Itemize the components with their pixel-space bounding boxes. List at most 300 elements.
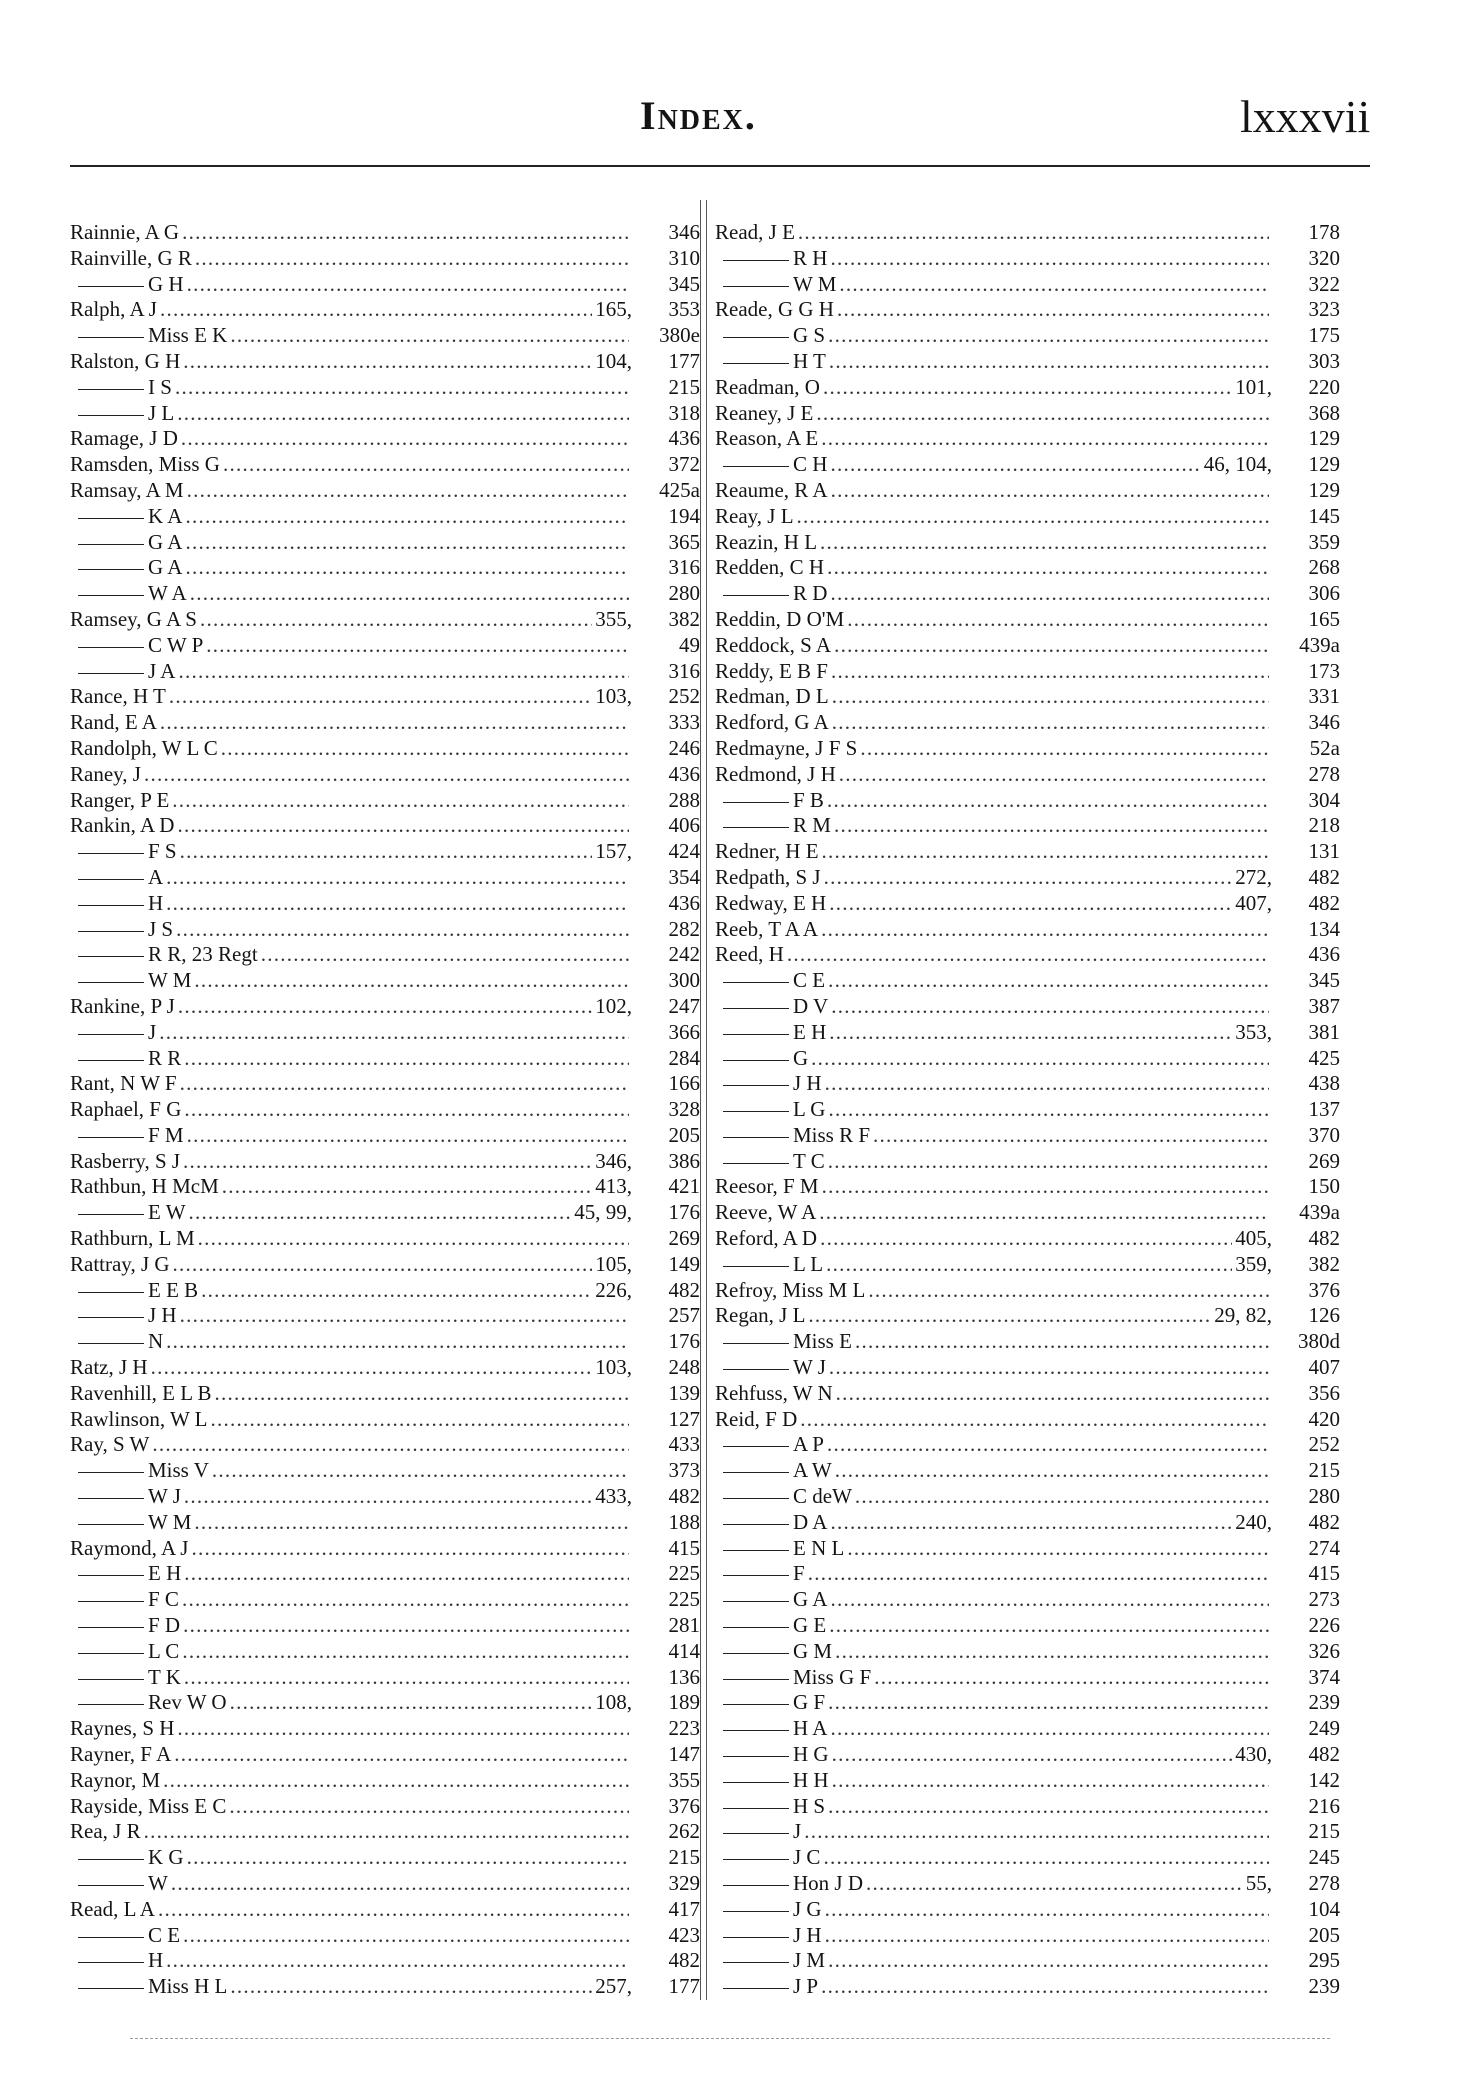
leader-dots bbox=[825, 1897, 1269, 1923]
entry-name: C E bbox=[715, 968, 825, 994]
index-entry bbox=[715, 736, 1340, 762]
entry-page: 188 bbox=[668, 1509, 700, 1534]
leader-dots bbox=[171, 1871, 629, 1897]
leader-dots bbox=[826, 1252, 1232, 1278]
index-entry bbox=[715, 762, 1340, 788]
entry-name: G H bbox=[70, 272, 184, 298]
entry-name: Rayside, Miss E C bbox=[70, 1793, 227, 1818]
leader-dots bbox=[166, 891, 629, 917]
entry-name: Reay, J L bbox=[715, 503, 794, 528]
entry-name: Miss R F bbox=[715, 1123, 870, 1149]
entry-page: 425a bbox=[659, 477, 700, 502]
leader-dots bbox=[189, 1200, 572, 1226]
index-entry bbox=[715, 994, 1340, 1020]
left-column bbox=[70, 220, 700, 2000]
index-entry bbox=[70, 1097, 700, 1123]
entry-page: 320 bbox=[1308, 245, 1340, 270]
index-entry bbox=[70, 1484, 700, 1510]
index-entry bbox=[715, 349, 1340, 375]
entry-page: 49 bbox=[679, 632, 700, 657]
leader-dots bbox=[163, 1768, 629, 1794]
index-entry bbox=[715, 1974, 1340, 2000]
entry-name: Redman, D L bbox=[715, 684, 829, 709]
entry-extra-pages: 165, bbox=[595, 297, 632, 322]
entry-name: Reddock, S A bbox=[715, 632, 832, 657]
entry-page: 322 bbox=[1308, 271, 1340, 296]
entry-name: Redford, G A bbox=[715, 710, 829, 735]
entry-page: 129 bbox=[1308, 477, 1340, 502]
entry-extra-pages: 433, bbox=[595, 1484, 632, 1509]
index-entry bbox=[715, 710, 1340, 736]
entry-page: 225 bbox=[668, 1587, 700, 1612]
entry-name: E H bbox=[70, 1561, 181, 1587]
page-folio: lxxxvii bbox=[1240, 91, 1371, 142]
index-entry bbox=[715, 1432, 1340, 1458]
index-entry bbox=[70, 297, 700, 323]
entry-name: L L bbox=[715, 1252, 823, 1278]
header-rule bbox=[70, 165, 1370, 167]
leader-dots bbox=[182, 220, 629, 246]
leader-dots bbox=[823, 375, 1232, 401]
entry-name: A P bbox=[715, 1432, 824, 1458]
leader-dots bbox=[198, 1226, 629, 1252]
entry-page: 242 bbox=[668, 942, 700, 967]
index-entry bbox=[715, 1252, 1340, 1278]
index-entry bbox=[715, 942, 1340, 968]
entry-page: 246 bbox=[668, 735, 700, 760]
entry-page: 215 bbox=[1308, 1458, 1340, 1483]
leader-dots bbox=[821, 1974, 1269, 2000]
entry-name: Rant, N W F bbox=[70, 1071, 177, 1096]
entry-name: F S bbox=[70, 839, 177, 865]
entry-name: Reeve, W A bbox=[715, 1200, 817, 1225]
index-entry bbox=[715, 1174, 1340, 1200]
index-entry bbox=[70, 1174, 700, 1200]
entry-page: 248 bbox=[668, 1355, 700, 1380]
leader-dots bbox=[191, 1536, 629, 1562]
leader-dots bbox=[866, 1871, 1243, 1897]
entry-name: W M bbox=[70, 1510, 191, 1536]
leader-dots bbox=[174, 1742, 629, 1768]
leader-dots bbox=[839, 762, 1269, 788]
leader-dots bbox=[166, 1329, 629, 1355]
entry-name: J H bbox=[715, 1071, 822, 1097]
index-entry bbox=[70, 1794, 700, 1820]
index-entry bbox=[70, 478, 700, 504]
leader-dots bbox=[152, 1432, 629, 1458]
leader-dots bbox=[808, 1303, 1211, 1329]
index-entry bbox=[715, 1484, 1340, 1510]
index-entry bbox=[715, 1149, 1340, 1175]
index-entry bbox=[70, 1639, 700, 1665]
index-entry bbox=[715, 633, 1340, 659]
entry-name: Raymond, A J bbox=[70, 1535, 189, 1560]
leader-dots bbox=[829, 349, 1269, 375]
entry-name: Refroy, Miss M L bbox=[715, 1277, 866, 1302]
entry-name: Reesor, F M bbox=[715, 1174, 819, 1199]
entry-name: C E bbox=[70, 1923, 180, 1949]
leader-dots bbox=[230, 1690, 593, 1716]
leader-dots bbox=[184, 1097, 629, 1123]
leader-dots bbox=[868, 1278, 1269, 1304]
entry-page: 150 bbox=[1308, 1174, 1340, 1199]
entry-page: 225 bbox=[668, 1561, 700, 1586]
entry-name: Rasberry, S J bbox=[70, 1148, 181, 1173]
entry-page: 126 bbox=[1308, 1303, 1340, 1328]
leader-dots bbox=[185, 530, 629, 556]
index-entry bbox=[715, 1871, 1340, 1897]
index-entry bbox=[70, 1897, 700, 1923]
entry-name: Rawlinson, W L bbox=[70, 1406, 208, 1431]
index-entry bbox=[715, 1948, 1340, 1974]
footer-rule bbox=[130, 2038, 1330, 2039]
entry-extra-pages: 103, bbox=[595, 1355, 632, 1380]
entry-page: 438 bbox=[1308, 1071, 1340, 1096]
entry-extra-pages: 407, bbox=[1235, 890, 1272, 915]
leader-dots bbox=[822, 1174, 1269, 1200]
leader-dots bbox=[183, 1149, 592, 1175]
index-entry bbox=[70, 839, 700, 865]
entry-page: 215 bbox=[668, 374, 700, 399]
leader-dots bbox=[820, 1226, 1232, 1252]
index-entry bbox=[715, 1407, 1340, 1433]
entry-name: Reaume, R A bbox=[715, 477, 828, 502]
entry-name: E W bbox=[70, 1200, 186, 1226]
index-entry bbox=[715, 1536, 1340, 1562]
index-entry bbox=[715, 1071, 1340, 1097]
index-entry bbox=[715, 530, 1340, 556]
leader-dots bbox=[222, 1174, 593, 1200]
index-entry bbox=[715, 581, 1340, 607]
leader-dots bbox=[180, 839, 593, 865]
entry-name: J P bbox=[715, 1974, 818, 2000]
leader-dots bbox=[824, 865, 1233, 891]
entry-name: K A bbox=[70, 504, 182, 530]
leader-dots bbox=[808, 1561, 1269, 1587]
entry-name: H A bbox=[715, 1716, 827, 1742]
entry-page: 415 bbox=[668, 1535, 700, 1560]
entry-name: W J bbox=[715, 1355, 826, 1381]
index-entry bbox=[715, 1561, 1340, 1587]
leader-dots bbox=[835, 1458, 1269, 1484]
index-entry bbox=[70, 1561, 700, 1587]
leader-dots bbox=[825, 1071, 1269, 1097]
entry-name: J H bbox=[70, 1303, 177, 1329]
entry-name: Reeb, T A A bbox=[715, 916, 819, 941]
entry-extra-pages: 257, bbox=[595, 1974, 632, 1999]
entry-name: Raynes, S H bbox=[70, 1716, 175, 1741]
index-entry bbox=[70, 1329, 700, 1355]
index-entry bbox=[70, 1974, 700, 2000]
entry-name: J M bbox=[715, 1948, 825, 1974]
entry-page: 218 bbox=[1308, 813, 1340, 838]
entry-name: R R bbox=[70, 1046, 181, 1072]
leader-dots bbox=[159, 1020, 629, 1046]
entry-extra-pages: 353, bbox=[1235, 1019, 1272, 1044]
entry-name: Reed, H bbox=[715, 942, 784, 967]
entry-name: Redner, H E bbox=[715, 839, 819, 864]
leader-dots bbox=[185, 555, 629, 581]
entry-name: Miss E bbox=[715, 1329, 852, 1355]
entry-extra-pages: 355, bbox=[595, 606, 632, 631]
entry-name: Reford, A D bbox=[715, 1226, 818, 1251]
index-entry bbox=[715, 452, 1340, 478]
index-entry bbox=[715, 1639, 1340, 1665]
leader-dots bbox=[836, 1381, 1269, 1407]
entry-page: 177 bbox=[668, 348, 700, 373]
entry-page: 149 bbox=[668, 1251, 700, 1276]
entry-name: J bbox=[715, 1819, 801, 1845]
entry-page: 353 bbox=[668, 297, 700, 322]
entry-page: 137 bbox=[1308, 1097, 1340, 1122]
leader-dots bbox=[830, 1587, 1269, 1613]
entry-extra-pages: 104, bbox=[595, 348, 632, 373]
index-entry bbox=[715, 1200, 1340, 1226]
entry-page: 300 bbox=[668, 968, 700, 993]
leader-dots bbox=[175, 375, 629, 401]
entry-page: 345 bbox=[1308, 968, 1340, 993]
entry-page: 425 bbox=[1308, 1045, 1340, 1070]
index-entry bbox=[715, 1613, 1340, 1639]
entry-page: 355 bbox=[668, 1767, 700, 1792]
entry-name: Rankin, A D bbox=[70, 813, 175, 838]
index-entry bbox=[715, 1510, 1340, 1536]
entry-page: 331 bbox=[1308, 684, 1340, 709]
index-entry bbox=[70, 607, 700, 633]
entry-page: 439a bbox=[1299, 632, 1340, 657]
leader-dots bbox=[819, 1200, 1269, 1226]
leader-dots bbox=[221, 736, 629, 762]
entry-page: 372 bbox=[668, 452, 700, 477]
entry-name: Redmond, J H bbox=[715, 761, 836, 786]
entry-extra-pages: 46, 104, bbox=[1203, 452, 1272, 477]
entry-name: Randolph, W L C bbox=[70, 735, 218, 760]
leader-dots bbox=[194, 1510, 629, 1536]
entry-name: Ramsden, Miss G bbox=[70, 452, 220, 477]
index-entry bbox=[715, 401, 1340, 427]
entry-page: 323 bbox=[1308, 297, 1340, 322]
index-entry bbox=[70, 891, 700, 917]
entry-extra-pages: 29, 82, bbox=[1214, 1303, 1272, 1328]
entry-page: 436 bbox=[668, 761, 700, 786]
entry-page: 280 bbox=[668, 581, 700, 606]
entry-page: 482 bbox=[1308, 1742, 1340, 1767]
entry-name: Rathbun, H McM bbox=[70, 1174, 219, 1199]
entry-name: Redden, C H bbox=[715, 555, 825, 580]
entry-name: Ranger, P E bbox=[70, 787, 170, 812]
index-entry bbox=[70, 504, 700, 530]
index-entry bbox=[715, 246, 1340, 272]
entry-name: A bbox=[70, 865, 163, 891]
index-entry bbox=[715, 607, 1340, 633]
index-entry bbox=[715, 1020, 1340, 1046]
leader-dots bbox=[201, 1278, 592, 1304]
entry-name: F M bbox=[70, 1123, 184, 1149]
entry-page: 278 bbox=[1308, 761, 1340, 786]
entry-name: W M bbox=[715, 272, 836, 298]
index-entry bbox=[70, 272, 700, 298]
entry-name: Regan, J L bbox=[715, 1303, 806, 1328]
leader-dots bbox=[860, 736, 1269, 762]
entry-name: G A bbox=[70, 555, 182, 581]
index-entry bbox=[715, 917, 1340, 943]
leader-dots bbox=[831, 478, 1269, 504]
index-entry bbox=[715, 220, 1340, 246]
entry-page: 436 bbox=[668, 890, 700, 915]
entry-page: 303 bbox=[1308, 348, 1340, 373]
entry-page: 269 bbox=[668, 1226, 700, 1251]
leader-dots bbox=[180, 1071, 629, 1097]
index-entry bbox=[70, 659, 700, 685]
index-entry bbox=[70, 1536, 700, 1562]
entry-name: T C bbox=[715, 1149, 825, 1175]
entry-page: 421 bbox=[668, 1174, 700, 1199]
entry-page: 226 bbox=[1308, 1613, 1340, 1638]
leader-dots bbox=[144, 762, 629, 788]
entry-page: 205 bbox=[668, 1122, 700, 1147]
entry-page: 127 bbox=[668, 1406, 700, 1431]
entry-name: H S bbox=[715, 1794, 825, 1820]
entry-name: Reade, G G H bbox=[715, 297, 834, 322]
entry-extra-pages: 55, bbox=[1245, 1871, 1272, 1895]
index-entry bbox=[70, 1149, 700, 1175]
entry-page: 380d bbox=[1298, 1329, 1340, 1354]
entry-page: 482 bbox=[668, 1948, 700, 1973]
entry-page: 273 bbox=[1308, 1587, 1340, 1612]
entry-page: 420 bbox=[1308, 1406, 1340, 1431]
leader-dots bbox=[829, 1020, 1232, 1046]
leader-dots bbox=[187, 478, 629, 504]
entry-page: 482 bbox=[668, 1484, 700, 1509]
leader-dots bbox=[169, 684, 592, 710]
entry-name: Miss G F bbox=[715, 1665, 871, 1691]
entry-extra-pages: 157, bbox=[595, 839, 632, 864]
entry-page: 281 bbox=[668, 1613, 700, 1638]
leader-dots bbox=[829, 1355, 1269, 1381]
index-entry bbox=[70, 1923, 700, 1949]
leader-dots bbox=[183, 1923, 629, 1949]
leader-dots bbox=[212, 1458, 629, 1484]
entry-page: 220 bbox=[1308, 374, 1340, 399]
leader-dots bbox=[184, 1561, 629, 1587]
leader-dots bbox=[151, 1355, 593, 1381]
entry-page: 482 bbox=[1308, 864, 1340, 889]
entry-name: Rev W O bbox=[70, 1690, 227, 1716]
leader-dots bbox=[182, 1587, 629, 1613]
entry-page: 306 bbox=[1308, 581, 1340, 606]
entry-page: 147 bbox=[668, 1742, 700, 1767]
leader-dots bbox=[177, 813, 629, 839]
leader-dots bbox=[828, 1948, 1269, 1974]
entry-name: Rathburn, L M bbox=[70, 1226, 195, 1251]
leader-dots bbox=[831, 994, 1269, 1020]
index-entry bbox=[715, 839, 1340, 865]
entry-page: 239 bbox=[1308, 1974, 1340, 1999]
entry-page: 318 bbox=[668, 400, 700, 425]
entry-page: 139 bbox=[668, 1380, 700, 1405]
entry-page: 310 bbox=[668, 245, 700, 270]
entry-name: Raphael, F G bbox=[70, 1097, 182, 1122]
entry-extra-pages: 272, bbox=[1235, 864, 1272, 889]
entry-extra-pages: 101, bbox=[1235, 374, 1272, 399]
leader-dots bbox=[172, 788, 629, 814]
index-entry bbox=[70, 1613, 700, 1639]
leader-dots bbox=[830, 452, 1200, 478]
entry-name: D V bbox=[715, 994, 828, 1020]
leader-dots bbox=[183, 349, 592, 375]
index-entry bbox=[715, 504, 1340, 530]
entry-page: 406 bbox=[668, 813, 700, 838]
entry-page: 284 bbox=[668, 1045, 700, 1070]
entry-name: Ramage, J D bbox=[70, 426, 178, 451]
entry-name: Raynor, M bbox=[70, 1767, 161, 1792]
entry-name: Readman, O bbox=[715, 374, 820, 399]
entry-name: R D bbox=[715, 581, 827, 607]
entry-name: Read, J E bbox=[715, 220, 795, 244]
index-entry bbox=[715, 891, 1340, 917]
leader-dots bbox=[144, 1819, 629, 1845]
index-entry bbox=[70, 401, 700, 427]
leader-dots bbox=[821, 917, 1269, 943]
entry-name: J L bbox=[70, 401, 174, 427]
entry-page: 482 bbox=[668, 1277, 700, 1302]
index-entry bbox=[715, 1845, 1340, 1871]
index-entry bbox=[70, 1432, 700, 1458]
entry-page: 356 bbox=[1308, 1380, 1340, 1405]
entry-name: Ralph, A J bbox=[70, 297, 157, 322]
entry-extra-pages: 405, bbox=[1235, 1226, 1272, 1251]
leader-dots bbox=[230, 323, 629, 349]
entry-page: 278 bbox=[1308, 1871, 1340, 1895]
leader-dots bbox=[230, 1974, 592, 2000]
leader-dots bbox=[160, 297, 592, 323]
entry-page: 386 bbox=[668, 1148, 700, 1173]
index-entry bbox=[70, 813, 700, 839]
entry-extra-pages: 359, bbox=[1235, 1251, 1272, 1276]
entry-page: 288 bbox=[668, 787, 700, 812]
entry-page: 329 bbox=[668, 1871, 700, 1895]
index-entry bbox=[715, 1097, 1340, 1123]
entry-name: H bbox=[70, 1948, 163, 1974]
entry-page: 370 bbox=[1308, 1122, 1340, 1147]
entry-page: 387 bbox=[1308, 993, 1340, 1018]
leader-dots bbox=[828, 1097, 1269, 1123]
index-entry bbox=[715, 478, 1340, 504]
entry-name: H bbox=[70, 891, 163, 917]
index-entry bbox=[70, 788, 700, 814]
entry-name: J S bbox=[70, 917, 173, 943]
entry-name: Ratz, J H bbox=[70, 1355, 148, 1380]
leader-dots bbox=[839, 272, 1269, 298]
entry-page: 189 bbox=[668, 1690, 700, 1715]
index-entry bbox=[715, 1716, 1340, 1742]
leader-dots bbox=[798, 220, 1269, 246]
entry-page: 173 bbox=[1308, 658, 1340, 683]
entry-name: Rankine, P J bbox=[70, 993, 175, 1018]
entry-name: L G bbox=[715, 1097, 825, 1123]
index-entry bbox=[70, 1020, 700, 1046]
index-entry bbox=[70, 426, 700, 452]
entry-name: C deW bbox=[715, 1484, 852, 1510]
index-entry bbox=[715, 1303, 1340, 1329]
entry-name: W M bbox=[70, 968, 191, 994]
leader-dots bbox=[182, 1639, 629, 1665]
index-entry bbox=[70, 736, 700, 762]
index-entry bbox=[70, 762, 700, 788]
entry-name: J G bbox=[715, 1897, 822, 1923]
entry-name: Rance, H T bbox=[70, 684, 166, 709]
index-entry bbox=[70, 1458, 700, 1484]
